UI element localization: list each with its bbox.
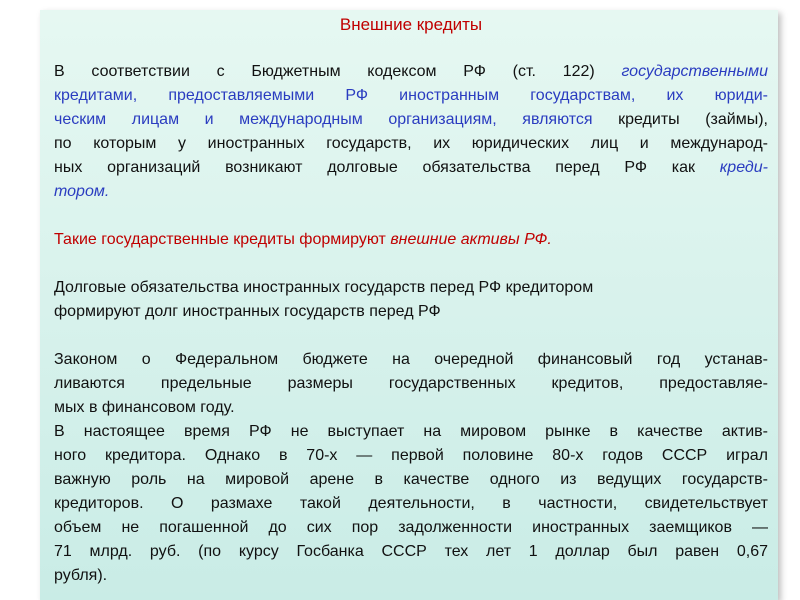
text-line bbox=[54, 156, 768, 180]
text-line: Законом о Федеральном бюджете на очередной финансовый год устанав- bbox=[54, 351, 768, 368]
paragraph-external-assets bbox=[54, 228, 768, 252]
slide-title: Внешние кредиты bbox=[339, 15, 483, 34]
text-run: ных организаций возникают долговые обязательства перед РФ как bbox=[54, 159, 720, 176]
text-line: формируют долг иностранных государств перед РФ bbox=[54, 303, 441, 320]
text-line: ного кредитора. Однако в 70-х — первой половине 80-х годов СССР играл bbox=[54, 447, 768, 464]
paragraph-history bbox=[54, 420, 768, 588]
highlight-term: креди- bbox=[719, 159, 768, 176]
spacer bbox=[54, 324, 768, 348]
text-run: В соответствии с Бюджетным кодексом РФ (ст. 122) bbox=[54, 63, 622, 80]
text-line: объем не погашенной до сих пор задолженности иностранных заемщиков — bbox=[54, 519, 768, 536]
text-line: важную роль на мировой арене в качестве одного из ведущих государств- bbox=[54, 471, 768, 488]
text-line: тором. bbox=[54, 183, 110, 200]
text-line: В настоящее время РФ не выступает на мировом рынке в качестве актив- bbox=[54, 423, 768, 440]
text-line: рубля). bbox=[54, 567, 108, 584]
text-line: Долговые обязательства иностранных государств перед РФ кредитором bbox=[54, 279, 594, 296]
paragraph-definition bbox=[54, 60, 768, 204]
spacer bbox=[54, 36, 768, 60]
text-line: по которым у иностранных государств, их юридических лиц и международ- bbox=[54, 135, 768, 152]
paragraph-debt-obligations bbox=[54, 276, 768, 324]
paragraph-budget-law bbox=[54, 348, 768, 420]
spacer bbox=[54, 252, 768, 276]
text-run: кредиты (займы), bbox=[592, 111, 768, 128]
text-line: кредитами, предоставляемыми РФ иностранным государствам, их юриди- bbox=[54, 87, 768, 104]
text-line: 71 млрд. руб. (по курсу Госбанка СССР тех лет 1 доллар был равен 0,67 bbox=[54, 543, 768, 560]
slide-content bbox=[54, 14, 768, 588]
highlight-term: внешние активы РФ. bbox=[390, 231, 552, 248]
text-line: мых в финансовом году. bbox=[54, 399, 235, 416]
spacer bbox=[54, 204, 768, 228]
text-line bbox=[54, 108, 768, 132]
text-line: ливаются предельные размеры государственных кредитов, предоставляе- bbox=[54, 375, 768, 392]
highlight-text: ческим лицам и международным организациям, являются bbox=[54, 111, 593, 128]
text-line: кредиторов. О размахе такой деятельности, в частности, свидетельствует bbox=[54, 495, 768, 512]
text-line bbox=[54, 60, 768, 84]
highlight-term: государственными bbox=[621, 63, 768, 80]
text-run: Такие государственные кредиты формируют bbox=[54, 231, 391, 248]
